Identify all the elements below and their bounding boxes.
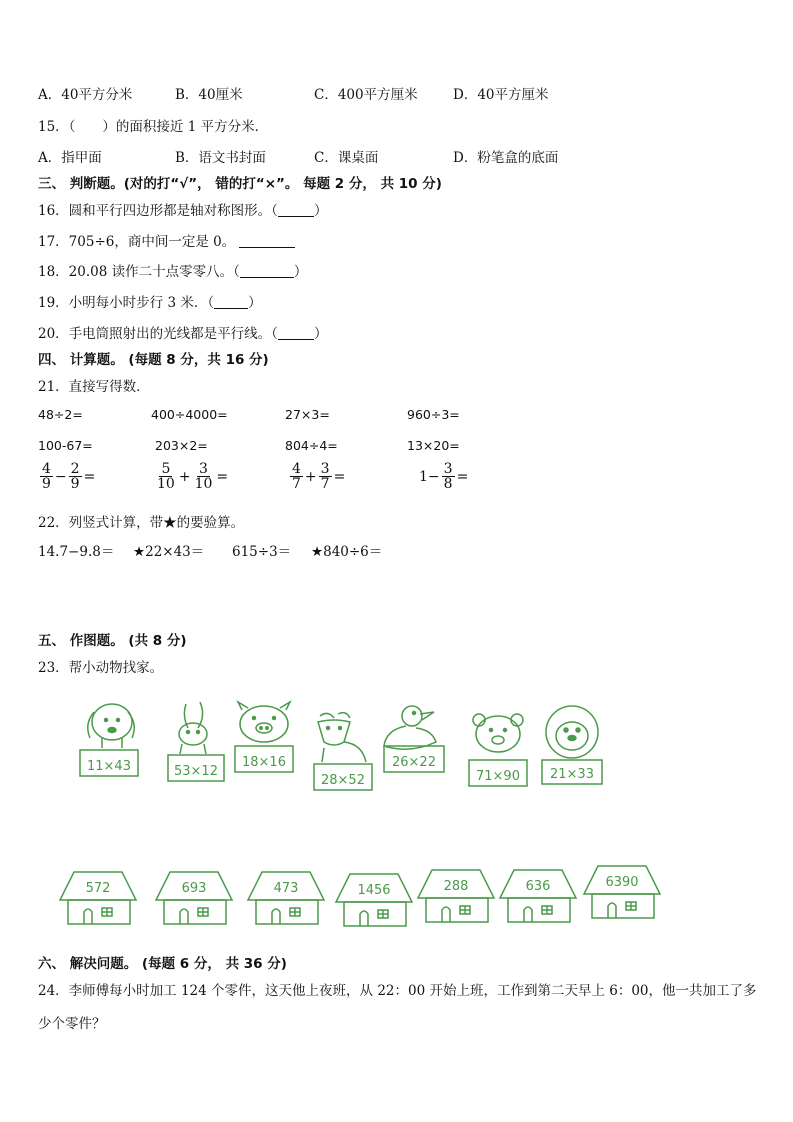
q15-option-b: B．语文书封面 <box>175 150 266 166</box>
answer-blank[interactable] <box>278 325 314 340</box>
house-number: 693 <box>181 881 207 896</box>
calc-item: 400÷4000= <box>151 407 228 422</box>
animal-label: 21×33 <box>550 767 594 782</box>
q15-stem: 15．（ ）的面积接近 1 平方分米． <box>38 119 269 135</box>
answer-blank[interactable] <box>278 202 314 217</box>
goat-card[interactable] <box>306 708 376 794</box>
q18: 18．20.08 读作二十点零零八。（ ） <box>38 264 308 280</box>
house[interactable] <box>58 864 140 926</box>
door-icon <box>180 909 188 924</box>
house-number: 6390 <box>605 875 639 890</box>
bear-icon <box>476 716 520 752</box>
q24-line1: 24．李师傅每小时加工 124 个零件，这天他上夜班，从 22：00 开始上班，工作到第二天早上 6：00，他一共加工了多 <box>38 983 757 999</box>
animal-label: 71×90 <box>476 769 520 784</box>
dog-card[interactable] <box>78 700 142 784</box>
animal-label: 28×52 <box>321 773 365 788</box>
goat-icon <box>318 720 350 745</box>
fraction-expression: $\frac{4}{7}$ + $\frac{3}{7}$ = <box>292 461 346 492</box>
bear-card[interactable] <box>465 710 531 790</box>
house[interactable] <box>498 862 580 924</box>
house[interactable] <box>582 858 664 920</box>
dog-icon <box>92 704 132 740</box>
house[interactable] <box>154 864 236 926</box>
monkey-card[interactable] <box>538 704 608 788</box>
q14-option-c: C．400平方厘米 <box>314 87 418 103</box>
vertical-calc-item: 14.7−9.8＝ <box>38 544 115 560</box>
house-number: 473 <box>273 881 299 896</box>
calc-item: 804÷4= <box>285 438 338 453</box>
animal-label: 26×22 <box>392 755 436 770</box>
fraction-expression: $\frac{4}{9}$ − $\frac{2}{9}$ = <box>42 461 96 492</box>
house-number: 288 <box>443 879 469 894</box>
section4-title: 四、 计算题。 (每题 8 分，共 16 分) <box>38 352 269 368</box>
vertical-calc-item: ★22×43＝ <box>133 544 205 560</box>
section5-title: 五、 作图题。 (共 8 分) <box>38 633 187 649</box>
q15-option-c: C．课桌面 <box>314 150 379 166</box>
calc-item: 203×2= <box>155 438 208 453</box>
vertical-calc-item: ★840÷6＝ <box>311 544 383 560</box>
q19: 19．小明每小时步行 3 米．（ ） <box>38 295 262 311</box>
house[interactable] <box>334 866 416 928</box>
house[interactable] <box>416 862 498 924</box>
calc-item: 960÷3= <box>407 407 460 422</box>
q23-stem: 23．帮小动物找家。 <box>38 660 164 676</box>
q16: 16．圆和平行四边形都是轴对称图形。（ ） <box>38 203 328 219</box>
answer-blank[interactable] <box>240 263 294 278</box>
q14-option-b: B．40厘米 <box>175 87 243 103</box>
door-icon <box>524 907 532 922</box>
pig-card[interactable] <box>232 700 296 780</box>
door-icon <box>608 903 616 918</box>
house-number: 636 <box>525 879 551 894</box>
section6-title: 六、 解决问题。 (每题 6 分， 共 36 分) <box>38 956 287 972</box>
door-icon <box>84 909 92 924</box>
house-number: 572 <box>85 881 111 896</box>
pig-icon <box>240 706 288 742</box>
q17: 17．705÷6，商中间一定是 0。 <box>38 230 295 250</box>
q14-option-d: D．40平方厘米 <box>453 87 549 103</box>
calc-item: 27×3= <box>285 407 330 422</box>
door-icon <box>442 907 450 922</box>
house-number: 1456 <box>357 883 391 898</box>
animal-label: 18×16 <box>242 755 286 770</box>
door-icon <box>360 911 368 926</box>
animal-label: 11×43 <box>87 759 131 774</box>
duck-icon <box>402 706 422 726</box>
fraction-expression: $\frac{5}{10}$ + $\frac{3}{10}$ = <box>157 461 229 492</box>
q24-line2: 少个零件？ <box>38 1016 106 1032</box>
q22-stem: 22．列竖式计算，带★的要验算。 <box>38 515 245 531</box>
rabbit-card[interactable] <box>164 700 228 790</box>
calc-item: 48÷2= <box>38 407 83 422</box>
q20: 20．手电筒照射出的光线都是平行线。（ ） <box>38 326 328 342</box>
door-icon <box>272 909 280 924</box>
duck-card[interactable] <box>380 700 448 780</box>
house[interactable] <box>246 864 328 926</box>
q21-stem: 21．直接写得数． <box>38 379 150 395</box>
vertical-calc-item: 615÷3＝ <box>232 544 292 560</box>
q15-option-d: D．粉笔盒的底面 <box>453 150 559 166</box>
fraction-expression: 1− $\frac{3}{8}$ = <box>419 461 469 492</box>
answer-blank[interactable] <box>214 294 248 309</box>
q15-option-a: A．指甲面 <box>38 150 102 166</box>
rabbit-icon <box>179 723 207 745</box>
q14-option-a: A．40平方分米 <box>38 87 133 103</box>
calc-item: 13×20= <box>407 438 460 453</box>
answer-blank[interactable] <box>239 233 295 248</box>
animal-label: 53×12 <box>174 764 218 779</box>
section3-title: 三、 判断题。(对的打“√”， 错的打“×”。 每题 2 分， 共 10 分) <box>38 176 442 192</box>
calc-item: 100-67= <box>38 438 93 453</box>
